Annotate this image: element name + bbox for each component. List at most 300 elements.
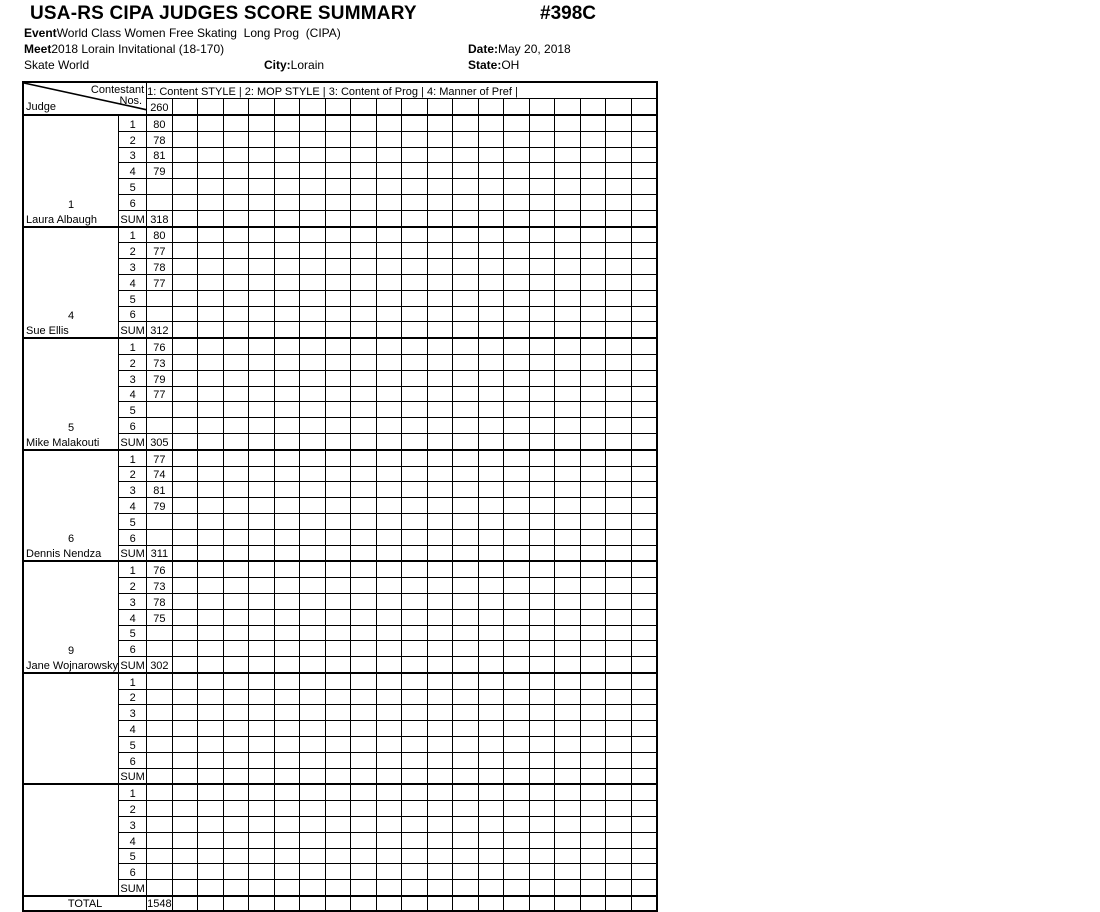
- score-cell: [300, 498, 326, 514]
- score-row-label: 6: [119, 752, 147, 768]
- score-cell: [504, 131, 530, 147]
- meet-label: Meet: [24, 42, 52, 56]
- score-cell: [504, 593, 530, 609]
- score-cell: [478, 418, 504, 434]
- score-cell: [453, 801, 479, 817]
- sum-value-cell: [427, 657, 453, 673]
- score-cell: [325, 402, 351, 418]
- score-cell: [453, 784, 479, 800]
- score-cell: [325, 466, 351, 482]
- score-cell: [325, 848, 351, 864]
- score-cell: [351, 817, 377, 833]
- score-cell: [555, 227, 581, 243]
- score-cell: [300, 227, 326, 243]
- sum-value-cell: [529, 322, 555, 338]
- sum-value-cell: [376, 657, 402, 673]
- sum-value-cell: [529, 545, 555, 561]
- sum-value-cell: [453, 657, 479, 673]
- score-cell: [580, 194, 606, 210]
- score-cell: [351, 784, 377, 800]
- score-cell: [223, 817, 249, 833]
- total-value-cell: [631, 896, 657, 911]
- score-cell: [300, 625, 326, 641]
- score-cell: 73: [147, 578, 173, 594]
- score-cell: [223, 482, 249, 498]
- score-cell: [529, 338, 555, 354]
- score-cell: [529, 450, 555, 466]
- score-cell: [274, 689, 300, 705]
- score-row-label: 5: [119, 513, 147, 529]
- score-cell: [325, 450, 351, 466]
- score-cell: [274, 625, 300, 641]
- score-cell: [249, 529, 275, 545]
- sum-value-cell: [478, 545, 504, 561]
- score-cell: [325, 625, 351, 641]
- score-cell: [504, 529, 530, 545]
- contestant-number-cell: [453, 99, 479, 116]
- score-cell: [606, 561, 632, 577]
- score-cell: [529, 801, 555, 817]
- score-row-label: 2: [119, 131, 147, 147]
- score-cell: [606, 386, 632, 402]
- score-cell: [580, 817, 606, 833]
- sum-value-cell: [606, 880, 632, 896]
- sum-value-cell: [325, 322, 351, 338]
- score-cell: [504, 752, 530, 768]
- score-cell: [376, 721, 402, 737]
- corner-judge-label: Judge: [26, 101, 56, 113]
- judge-cell: [23, 227, 119, 339]
- sum-value-cell: [325, 210, 351, 226]
- score-cell: [376, 513, 402, 529]
- score-row-label: 1: [119, 673, 147, 689]
- score-cell: [631, 227, 657, 243]
- sum-value-cell: [274, 768, 300, 784]
- sum-value-cell: [351, 433, 377, 449]
- score-cell: [249, 306, 275, 322]
- score-cell: [453, 147, 479, 163]
- score-cell: [631, 259, 657, 275]
- score-cell: [555, 370, 581, 386]
- score-cell: [427, 673, 453, 689]
- sum-value-cell: [555, 322, 581, 338]
- score-cell: [529, 817, 555, 833]
- score-cell: [631, 817, 657, 833]
- score-cell: [172, 737, 198, 753]
- score-cell: [606, 801, 632, 817]
- score-cell: [580, 290, 606, 306]
- score-cell: [274, 131, 300, 147]
- sum-value-cell: [376, 880, 402, 896]
- score-cell: [300, 274, 326, 290]
- sum-value-cell: [198, 433, 224, 449]
- score-cell: [223, 593, 249, 609]
- score-cell: [427, 338, 453, 354]
- score-cell: [606, 689, 632, 705]
- score-cell: [504, 354, 530, 370]
- score-cell: [223, 689, 249, 705]
- score-cell: [274, 466, 300, 482]
- score-cell: 77: [147, 274, 173, 290]
- sum-value-cell: [223, 768, 249, 784]
- score-row-label: 3: [119, 593, 147, 609]
- score-cell: [198, 641, 224, 657]
- score-cell: [606, 179, 632, 195]
- score-cell: [606, 338, 632, 354]
- sum-value-cell: [504, 433, 530, 449]
- score-cell: [478, 864, 504, 880]
- score-cell: [249, 673, 275, 689]
- score-cell: [580, 306, 606, 322]
- score-cell: [453, 450, 479, 466]
- score-cell: [402, 163, 428, 179]
- score-cell: [555, 418, 581, 434]
- sum-value-cell: 302: [147, 657, 173, 673]
- score-cell: [274, 179, 300, 195]
- sum-value-cell: [300, 768, 326, 784]
- total-value-cell: [172, 896, 198, 911]
- total-value-cell: [580, 896, 606, 911]
- score-cell: [376, 498, 402, 514]
- score-cell: [274, 482, 300, 498]
- score-cell: [376, 274, 402, 290]
- score-cell: [325, 784, 351, 800]
- score-cell: [427, 784, 453, 800]
- score-cell: [402, 386, 428, 402]
- score-cell: [198, 131, 224, 147]
- score-cell: [606, 593, 632, 609]
- score-cell: [198, 370, 224, 386]
- score-cell: [402, 274, 428, 290]
- score-cell: [223, 354, 249, 370]
- score-cell: [172, 752, 198, 768]
- sum-value-cell: [580, 545, 606, 561]
- score-cell: [351, 227, 377, 243]
- score-cell: [402, 848, 428, 864]
- score-cell: [351, 498, 377, 514]
- score-cell: 79: [147, 163, 173, 179]
- score-cell: [504, 386, 530, 402]
- score-cell: [351, 593, 377, 609]
- score-cell: [172, 402, 198, 418]
- score-cell: [631, 194, 657, 210]
- score-cell: [223, 115, 249, 131]
- score-cell: [631, 306, 657, 322]
- score-cell: [529, 227, 555, 243]
- score-cell: [529, 163, 555, 179]
- score-cell: [402, 147, 428, 163]
- score-cell: [427, 450, 453, 466]
- score-cell: [555, 513, 581, 529]
- score-cell: [453, 625, 479, 641]
- score-cell: [300, 147, 326, 163]
- score-cell: [223, 513, 249, 529]
- score-cell: [351, 864, 377, 880]
- score-cell: [198, 752, 224, 768]
- score-cell: [274, 147, 300, 163]
- sum-value-cell: [376, 322, 402, 338]
- score-cell: 79: [147, 370, 173, 386]
- score-cell: [402, 561, 428, 577]
- score-cell: [274, 864, 300, 880]
- sum-value-cell: [198, 322, 224, 338]
- score-cell: [631, 115, 657, 131]
- score-cell: [631, 673, 657, 689]
- corner-nos-label: Nos.: [119, 95, 143, 107]
- score-cell: [376, 370, 402, 386]
- score-cell: [555, 593, 581, 609]
- score-cell: 81: [147, 147, 173, 163]
- score-row-label: 1: [119, 784, 147, 800]
- score-cell: [402, 689, 428, 705]
- score-cell: [580, 386, 606, 402]
- score-cell: [453, 561, 479, 577]
- score-cell: [198, 418, 224, 434]
- score-cell: [274, 338, 300, 354]
- judge-name: Sue Ellis: [26, 325, 69, 338]
- score-cell: [631, 737, 657, 753]
- sum-value-cell: 305: [147, 433, 173, 449]
- score-cell: [376, 306, 402, 322]
- total-value-cell: [300, 896, 326, 911]
- score-cell: [427, 274, 453, 290]
- score-cell: [606, 513, 632, 529]
- score-cell: [631, 274, 657, 290]
- score-cell: [198, 593, 224, 609]
- sum-value-cell: [631, 768, 657, 784]
- score-cell: [274, 194, 300, 210]
- score-cell: [606, 498, 632, 514]
- score-cell: [453, 513, 479, 529]
- sum-value-cell: [198, 210, 224, 226]
- score-cell: [249, 641, 275, 657]
- score-cell: [453, 864, 479, 880]
- score-cell: [529, 625, 555, 641]
- score-row-label: 2: [119, 354, 147, 370]
- score-cell: [606, 737, 632, 753]
- score-cell: [300, 243, 326, 259]
- sum-value-cell: [427, 880, 453, 896]
- score-cell: [351, 513, 377, 529]
- score-cell: [325, 243, 351, 259]
- score-cell: [555, 705, 581, 721]
- score-cell: [580, 752, 606, 768]
- score-cell: [580, 370, 606, 386]
- score-cell: [504, 466, 530, 482]
- score-cell: [529, 784, 555, 800]
- score-cell: [147, 179, 173, 195]
- score-cell: [300, 354, 326, 370]
- score-cell: [147, 689, 173, 705]
- score-cell: [504, 864, 530, 880]
- score-cell: [402, 370, 428, 386]
- score-cell: [555, 641, 581, 657]
- score-cell: [402, 131, 428, 147]
- score-cell: [198, 705, 224, 721]
- score-cell: [453, 721, 479, 737]
- sum-value-cell: [172, 880, 198, 896]
- sum-value-cell: [198, 545, 224, 561]
- score-cell: [478, 338, 504, 354]
- score-cell: [351, 609, 377, 625]
- score-cell: [376, 609, 402, 625]
- total-value-cell: [402, 896, 428, 911]
- score-cell: [376, 737, 402, 753]
- score-cell: [453, 752, 479, 768]
- sum-value-cell: [351, 768, 377, 784]
- score-cell: [606, 354, 632, 370]
- score-cell: [580, 705, 606, 721]
- score-cell: [351, 689, 377, 705]
- score-cell: [325, 561, 351, 577]
- score-cell: [478, 466, 504, 482]
- score-cell: [453, 593, 479, 609]
- score-cell: [453, 115, 479, 131]
- score-cell: [427, 529, 453, 545]
- score-cell: [453, 817, 479, 833]
- state-line: [468, 58, 519, 72]
- score-cell: [631, 243, 657, 259]
- score-cell: [351, 290, 377, 306]
- sum-value-cell: [147, 768, 173, 784]
- score-row-label: 6: [119, 418, 147, 434]
- sum-value-cell: [376, 768, 402, 784]
- score-cell: [606, 721, 632, 737]
- score-cell: [198, 498, 224, 514]
- score-cell: [351, 673, 377, 689]
- sum-value-cell: [631, 657, 657, 673]
- score-cell: [249, 466, 275, 482]
- score-cell: [223, 418, 249, 434]
- score-cell: [198, 832, 224, 848]
- score-cell: [580, 498, 606, 514]
- contestant-number-cell: [555, 99, 581, 116]
- score-cell: [478, 131, 504, 147]
- score-cell: [606, 402, 632, 418]
- score-cell: [249, 259, 275, 275]
- score-row-label: 2: [119, 466, 147, 482]
- score-cell: [147, 737, 173, 753]
- score-cell: [300, 784, 326, 800]
- score-cell: [631, 848, 657, 864]
- score-cell: [172, 705, 198, 721]
- sum-row-label: SUM: [119, 322, 147, 338]
- score-cell: [147, 721, 173, 737]
- score-cell: [453, 338, 479, 354]
- score-cell: [580, 625, 606, 641]
- city-label: City:: [264, 58, 291, 72]
- score-cell: [478, 498, 504, 514]
- score-cell: [631, 752, 657, 768]
- score-cell: [606, 609, 632, 625]
- score-cell: [300, 450, 326, 466]
- score-cell: [172, 609, 198, 625]
- score-cell: [325, 290, 351, 306]
- score-cell: [325, 752, 351, 768]
- score-cell: [198, 609, 224, 625]
- score-cell: [606, 482, 632, 498]
- score-cell: [300, 386, 326, 402]
- score-cell: [147, 641, 173, 657]
- score-cell: [427, 641, 453, 657]
- score-cell: [453, 194, 479, 210]
- score-cell: [555, 243, 581, 259]
- score-row-label: 1: [119, 115, 147, 131]
- score-cell: [631, 386, 657, 402]
- contestant-number-cell: [402, 99, 428, 116]
- score-row-label: 4: [119, 609, 147, 625]
- score-cell: [172, 179, 198, 195]
- score-cell: [478, 115, 504, 131]
- score-cell: [555, 131, 581, 147]
- sum-value-cell: [402, 768, 428, 784]
- sum-value-cell: [478, 880, 504, 896]
- score-cell: [325, 529, 351, 545]
- score-cell: [504, 848, 530, 864]
- sum-value-cell: [504, 545, 530, 561]
- score-cell: [249, 450, 275, 466]
- score-cell: [223, 561, 249, 577]
- sum-value-cell: [504, 880, 530, 896]
- score-cell: [555, 338, 581, 354]
- score-cell: [606, 131, 632, 147]
- sum-value-cell: [580, 433, 606, 449]
- sum-value-cell: [555, 657, 581, 673]
- score-cell: 77: [147, 450, 173, 466]
- score-cell: [555, 259, 581, 275]
- score-cell: [351, 737, 377, 753]
- score-row-label: 6: [119, 864, 147, 880]
- sum-value-cell: [274, 880, 300, 896]
- score-cell: [376, 848, 402, 864]
- sum-value-cell: [300, 657, 326, 673]
- score-cell: [555, 801, 581, 817]
- score-cell: [274, 529, 300, 545]
- score-cell: [198, 259, 224, 275]
- contestant-number-cell: [351, 99, 377, 116]
- score-cell: [300, 832, 326, 848]
- judge-name: Jane Wojnarowsky: [26, 659, 119, 672]
- score-cell: [427, 370, 453, 386]
- sum-value-cell: [300, 880, 326, 896]
- score-cell: [606, 227, 632, 243]
- score-cell: [249, 354, 275, 370]
- score-cell: [376, 163, 402, 179]
- score-cell: [478, 513, 504, 529]
- score-cell: [300, 370, 326, 386]
- score-cell: [478, 147, 504, 163]
- score-cell: [300, 561, 326, 577]
- score-cell: [504, 227, 530, 243]
- score-row-label: 4: [119, 386, 147, 402]
- score-cell: [274, 561, 300, 577]
- score-cell: [249, 163, 275, 179]
- score-cell: [555, 147, 581, 163]
- score-cell: [453, 832, 479, 848]
- judge-name: Mike Malakouti: [26, 436, 100, 449]
- score-cell: [147, 801, 173, 817]
- score-cell: [504, 625, 530, 641]
- sum-row-label: SUM: [119, 433, 147, 449]
- sum-value-cell: [223, 322, 249, 338]
- sum-value-cell: [351, 657, 377, 673]
- score-cell: [478, 529, 504, 545]
- sum-value-cell: [453, 768, 479, 784]
- score-cell: [172, 641, 198, 657]
- sum-value-cell: [198, 657, 224, 673]
- score-cell: [478, 450, 504, 466]
- score-cell: 73: [147, 354, 173, 370]
